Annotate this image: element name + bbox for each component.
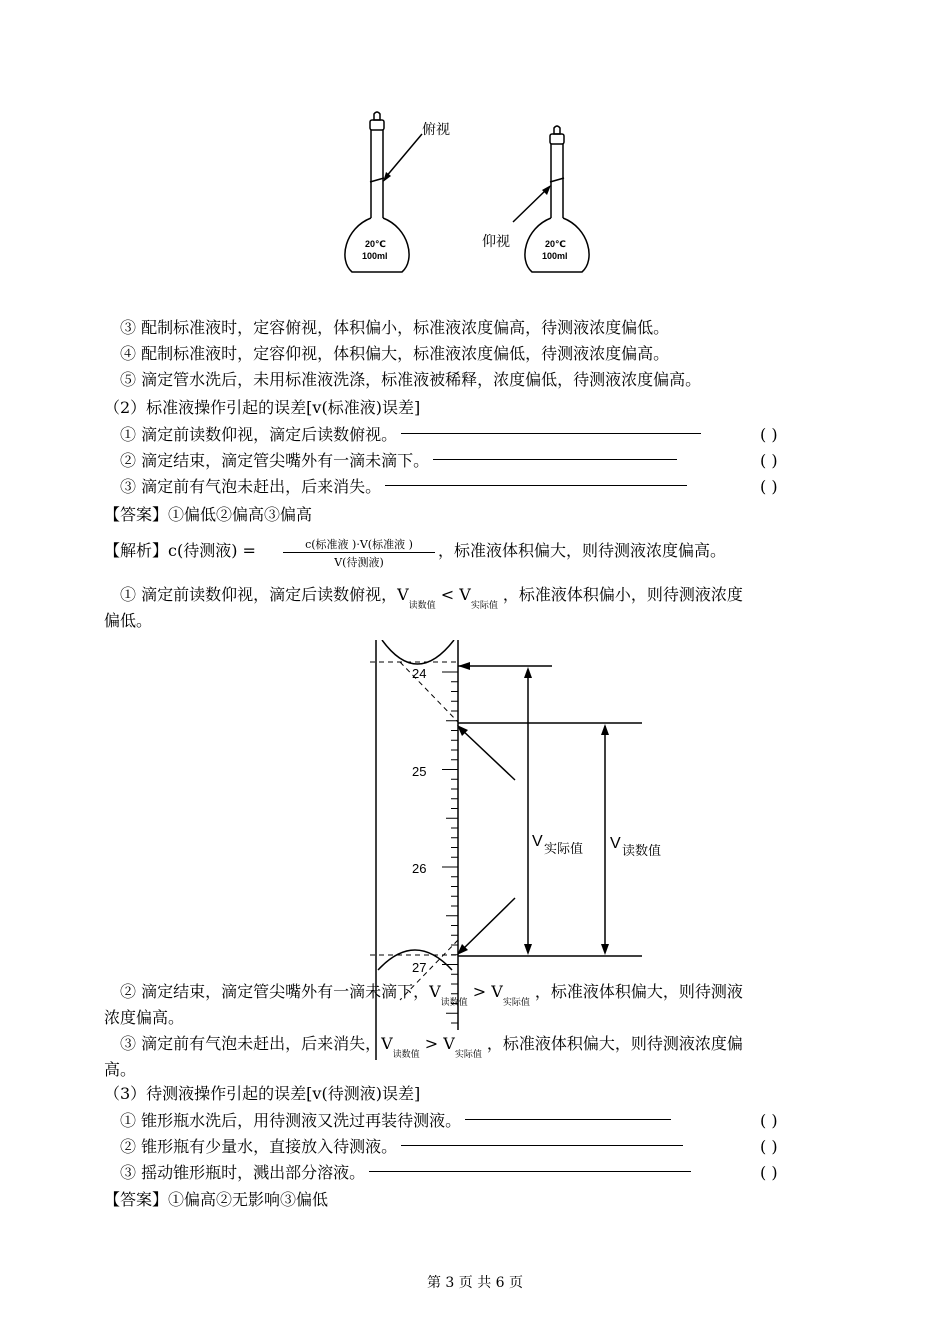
q2-3-text: ③ 滴定前有气泡未赶出，后来消失。 <box>120 477 382 496</box>
e1-sub1: 读数值 <box>408 601 436 611</box>
answer-2: 【答案】①偏低②偏高③偏高 <box>104 505 313 524</box>
v-actual-arrowhead-top <box>524 667 532 678</box>
explain-3-cont: 高。 <box>104 1060 137 1079</box>
e1-a: ① 滴定前读数仰视，滴定后读数俯视，V <box>120 585 409 604</box>
blank-line <box>369 1171 691 1172</box>
sight-line-top <box>400 662 458 722</box>
explain-2-cont: 浓度偏高。 <box>104 1008 185 1027</box>
section-2-title: （2）标准液操作引起的误差[v(标准液)误差] <box>104 398 421 417</box>
diag-arrow-top <box>460 728 515 780</box>
q2-3 <box>120 477 693 497</box>
v-read-arrowhead-bottom <box>601 944 609 955</box>
q2-1-paren: ( ) <box>760 425 778 444</box>
v-read-arrowhead-top <box>601 724 609 735</box>
blank-line <box>401 433 701 434</box>
blank-line <box>385 485 687 486</box>
jiexi-suffix: ，标准液体积偏大，则待测液浓度偏高。 <box>438 541 727 560</box>
explain-3 <box>120 1034 743 1060</box>
e3-mid: > V <box>424 1034 455 1053</box>
explain-1-cont: 偏低。 <box>104 611 153 630</box>
q2-1-text: ① 滴定前读数仰视，滴定后读数俯视。 <box>120 425 398 444</box>
blank-line <box>401 1145 683 1146</box>
flask-right-vol: 100ml <box>542 251 568 261</box>
e2-mid: > V <box>472 982 503 1001</box>
diag-arrow-bottom <box>460 898 515 952</box>
e1-mid: < V <box>440 585 471 604</box>
e3-b: ，标准液体积偏大，则待测液浓度偏 <box>486 1034 743 1053</box>
v-actual-main: V <box>532 833 543 850</box>
e3-a: ③ 滴定前有气泡未赶出，后来消失，V <box>120 1034 393 1053</box>
flask-right-temp: 20℃ <box>545 239 566 249</box>
q2-3-paren: ( ) <box>760 477 778 496</box>
page-footer: 第 3 页 共 6 页 <box>426 1275 524 1291</box>
e3-sub2: 实际值 <box>454 1050 482 1060</box>
frac-denominator: V(待测液) <box>334 556 384 569</box>
e2-sub1: 读数值 <box>440 998 468 1008</box>
jiexi-prefix: 【解析】c(待测液) = <box>104 541 256 560</box>
line-5: ⑤ 滴定管水洗后，未用标准液洗涤，标准液被稀释，浓度偏低，待测液浓度偏高。 <box>120 370 702 389</box>
e1-sub2: 实际值 <box>470 601 498 611</box>
q3-1-paren: ( ) <box>760 1111 778 1130</box>
tick-label-24: 24 <box>412 666 427 681</box>
blank-line <box>465 1119 671 1120</box>
v-read-main: V <box>610 835 621 852</box>
tick-label-25: 25 <box>412 764 427 779</box>
v-actual-sub: 实际值 <box>544 841 584 856</box>
tick-label-26: 26 <box>412 861 427 876</box>
tick-label-27: 27 <box>412 960 427 975</box>
arrowhead-top <box>458 662 470 670</box>
section-3-title: （3）待测液操作引起的误差[v(待测液)误差] <box>104 1084 421 1103</box>
e3-sub1: 读数值 <box>392 1050 420 1060</box>
left-arrow-head <box>383 172 391 182</box>
e2-b: ，标准液体积偏大，则待测液 <box>534 982 743 1001</box>
flask-figure <box>330 110 620 280</box>
q3-2-paren: ( ) <box>760 1137 778 1156</box>
scale-ticks <box>442 672 458 1023</box>
frac-numerator: c(标准液 )·V(标准液 ) <box>283 538 435 553</box>
meniscus-top <box>382 640 454 664</box>
q3-3-text: ③ 摇动锥形瓶时，溅出部分溶液。 <box>120 1163 366 1182</box>
q3-1-text: ① 锥形瓶水洗后，用待测液又洗过再装待测液。 <box>120 1111 462 1130</box>
flask-left-temp: 20℃ <box>365 239 386 249</box>
e2-sub2: 实际值 <box>502 998 530 1008</box>
explain-1 <box>120 585 743 611</box>
q3-2 <box>120 1137 689 1157</box>
left-arrow <box>385 134 422 178</box>
explain-2 <box>120 982 743 1008</box>
q2-2-paren: ( ) <box>760 451 778 470</box>
q3-2-text: ② 锥形瓶有少量水，直接放入待测液。 <box>120 1137 398 1156</box>
v-read-sub: 读数值 <box>622 843 662 858</box>
answer-3: 【答案】①偏高②无影响③偏低 <box>104 1190 329 1209</box>
q2-2 <box>120 451 683 471</box>
right-arrow <box>513 188 548 222</box>
q2-2-text: ② 滴定结束，滴定管尖嘴外有一滴未滴下。 <box>120 451 430 470</box>
label-fushi: 俯视 <box>422 121 450 137</box>
e2-a: ② 滴定结束，滴定管尖嘴外有一滴未滴下，V <box>120 982 441 1001</box>
q2-1 <box>120 425 707 445</box>
blank-line <box>433 459 677 460</box>
label-yangshi: 仰视 <box>482 233 510 249</box>
flask-left-vol: 100ml <box>362 251 388 261</box>
q3-3 <box>120 1163 697 1183</box>
q3-1 <box>120 1111 677 1131</box>
q3-3-paren: ( ) <box>760 1163 778 1182</box>
line-4: ④ 配制标准液时，定容仰视，体积偏大，标准液浓度偏低，待测液浓度偏高。 <box>120 344 670 363</box>
line-3: ③ 配制标准液时，定容俯视，体积偏小，标准液浓度偏高，待测液浓度偏低。 <box>120 318 670 337</box>
e1-b: ，标准液体积偏小，则待测液浓度 <box>502 585 743 604</box>
v-actual-arrowhead-bottom <box>524 944 532 955</box>
